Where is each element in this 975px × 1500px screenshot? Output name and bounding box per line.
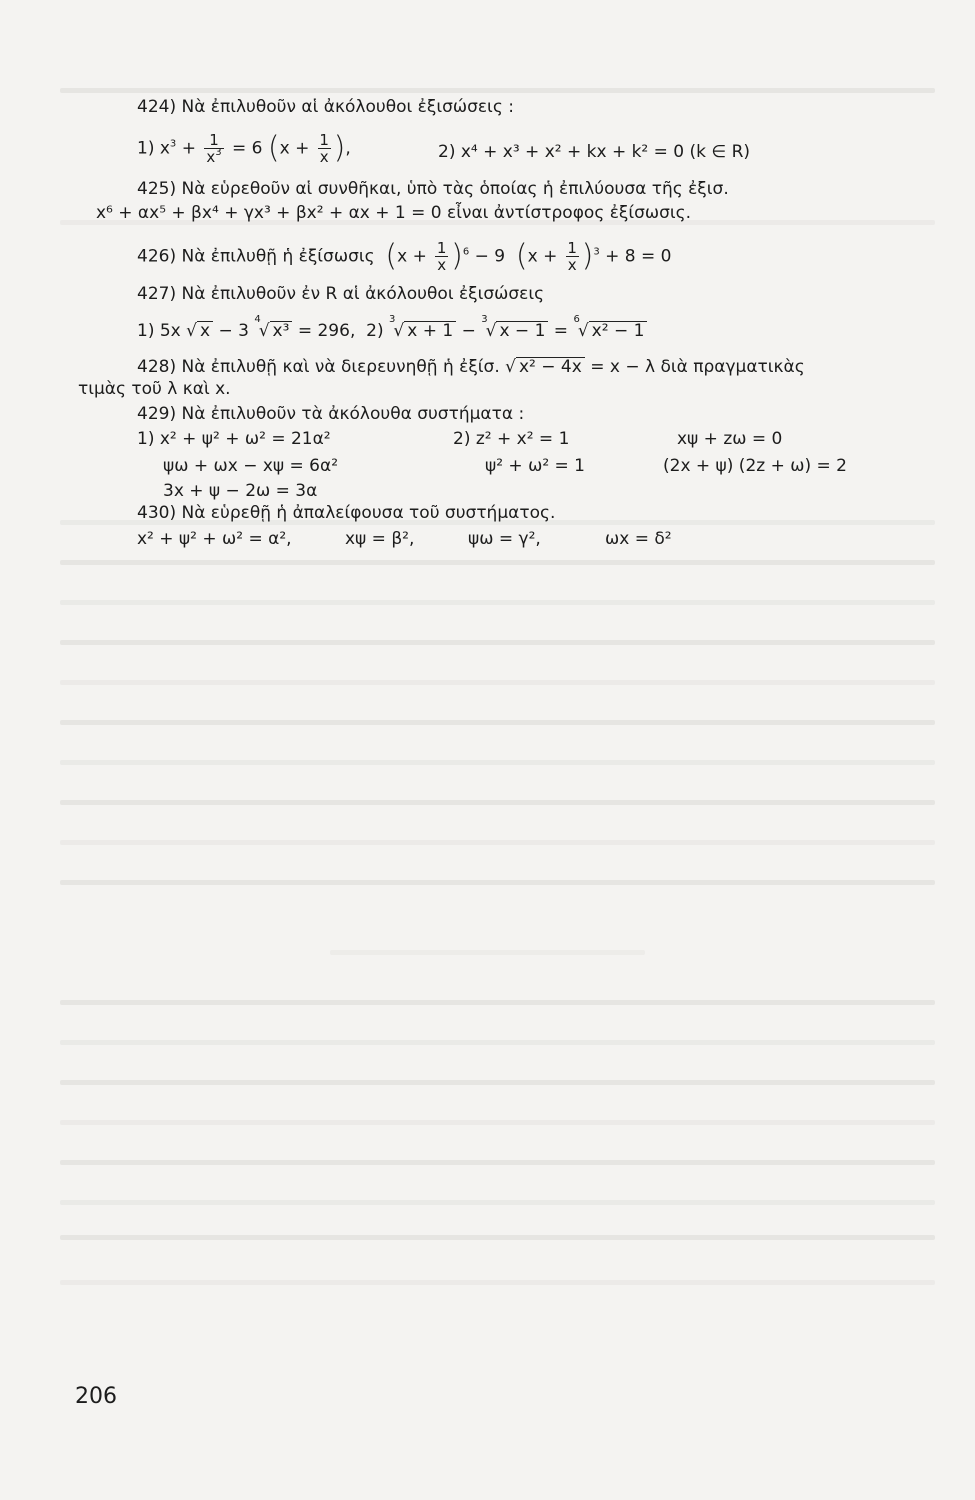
problem-424-equation-2: 2) x⁴ + x³ + x² + kx + k² = 0 (k ∈ R)	[438, 142, 751, 162]
problem-430-heading: 430) Νὰ εὑρεθῇ ἡ ἀπαλείφουσα τοῦ συστήματος.	[137, 503, 556, 523]
page-number: 206	[75, 1384, 117, 1409]
problem-430-equation-2: xψ = β²,	[345, 529, 415, 549]
problem-428-continuation: τιμὰς τοῦ λ καὶ x.	[78, 379, 231, 399]
problem-426-equation: 426) Νὰ ἐπιλυθῇ ἡ ἐξίσωσις (x + $\frac{1}{x}$ )$^6$ − 9 (x + $\frac{1}{x}$ )$^3$ + 8 = 0	[137, 238, 672, 274]
problem-428-heading: 428) Νὰ ἐπιλυθῇ καὶ νὰ διερευνηθῇ ἡ ἐξίσ. √ x² − 4x = x − λ διὰ πραγματικὰς	[137, 357, 805, 377]
problem-429-system-1-eq-1: 1) x² + ψ² + ω² = 21α²	[137, 429, 331, 449]
problem-425-equation: x⁶ + αx⁵ + βx⁴ + γx³ + βx² + αx + 1 = 0 εἶναι ἀντίστροφος ἐξίσωσις.	[96, 203, 692, 223]
fraction: $\frac{1}{x}$	[319, 131, 329, 166]
problem-425-heading: 425) Νὰ εὑρεθοῦν αἱ συνθῆκαι, ὑπὸ τὰς ὁποίας ἡ ἐπιλύουσα τῆς ἐξισ.	[137, 179, 729, 199]
problem-424-equation-1: 1) $x^3$ + $\frac{1}{x^3}$ = 6 (x + $\frac{1}{x}$ ),	[137, 130, 351, 166]
problem-429-system-1-eq-3: 3x + ψ − 2ω = 3α	[163, 481, 318, 501]
problem-429-heading: 429) Νὰ ἐπιλυθοῦν τὰ ἀκόλουθα συστήματα :	[137, 404, 525, 424]
problem-429-system-3-eq-2: (2x + ψ) (2z + ω) = 2	[663, 456, 847, 476]
problem-430-equation-4: ωx = δ²	[605, 529, 672, 549]
problem-430-equation-1: x² + ψ² + ω² = α²,	[137, 529, 292, 549]
problem-429-system-2-eq-2: ψ² + ω² = 1	[485, 456, 585, 476]
problem-427-equations: 1) 5x √ x − 3 $^4$√ x³ = 296, 2) $^3$√ x + 1 − $^3$√ x − 1 = $^6$√ x² − 1	[137, 320, 647, 345]
fraction: $\frac{1}{x^3}$	[206, 131, 222, 166]
problem-427-heading: 427) Νὰ ἐπιλυθοῦν ἐν R αἱ ἀκόλουθοι ἐξισώσεις	[137, 284, 545, 304]
problem-429-system-2-eq-1: 2) z² + x² = 1	[453, 429, 570, 449]
problem-429-system-3-eq-1: xψ + zω = 0	[677, 429, 783, 449]
problem-424-heading: 424) Νὰ ἐπιλυθοῦν αἱ ἀκόλουθοι ἐξισώσεις :	[137, 97, 514, 117]
problem-429-system-1-eq-2: ψω + ωx − xψ = 6α²	[163, 456, 339, 476]
problem-430-equation-3: ψω = γ²,	[468, 529, 541, 549]
